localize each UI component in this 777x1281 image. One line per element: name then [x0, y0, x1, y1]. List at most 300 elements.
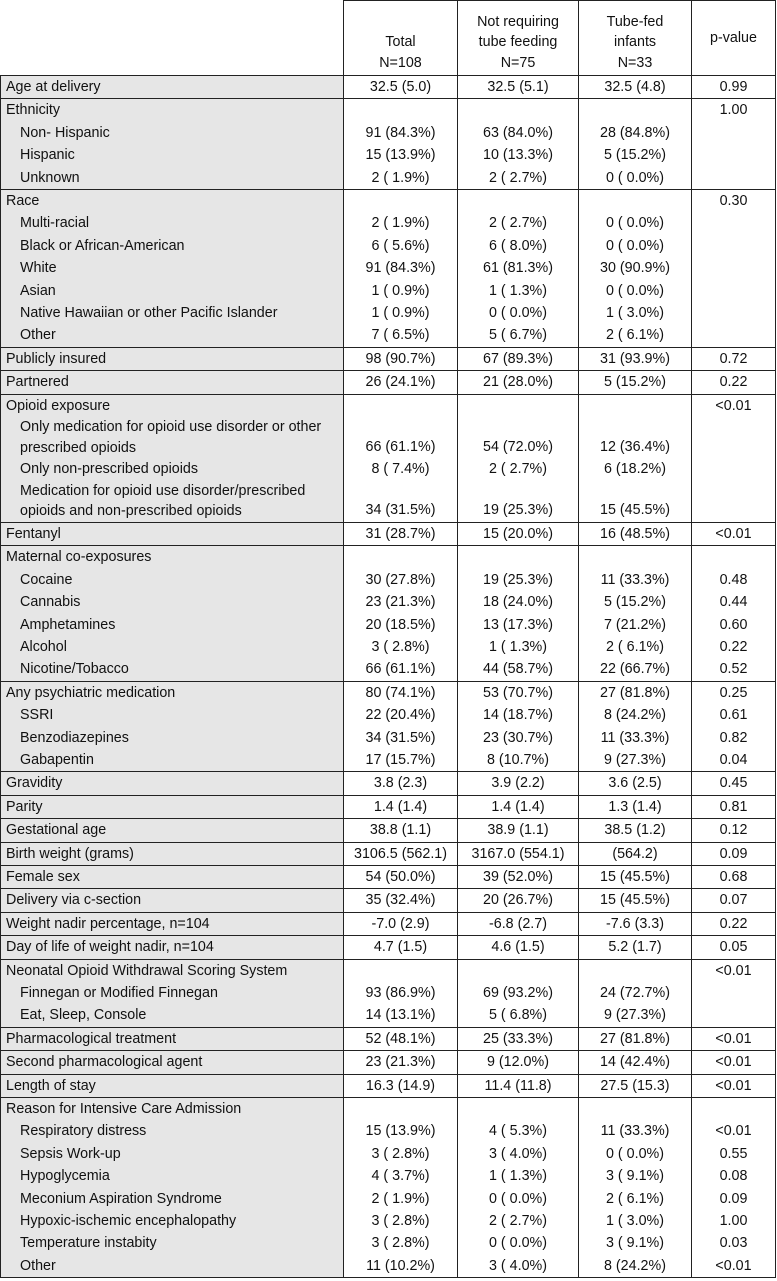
row-label: Finnegan or Modified Finnegan	[1, 982, 344, 1004]
row-p-value: <0.01	[692, 522, 776, 545]
row-label: Nicotine/Tobacco	[1, 658, 344, 681]
row-tube-value: 27.5 (15.3)	[579, 1074, 692, 1097]
table-row	[1, 936, 776, 959]
header-tube-line: Tube-fed	[606, 13, 664, 30]
row-total-value: 91 (84.3%)	[344, 122, 458, 144]
row-not-tube-value: 23 (30.7%)	[458, 727, 579, 749]
row-total-value: 8 ( 7.4%)	[344, 458, 458, 480]
row-label: Hypoglycemia	[1, 1165, 344, 1187]
row-not-tube-value: 32.5 (5.1)	[458, 76, 579, 99]
row-not-tube-value	[458, 190, 579, 213]
row-tube-value: 12 (36.4%)	[579, 417, 692, 458]
row-p-value	[692, 212, 776, 234]
row-tube-value: 0 ( 0.0%)	[579, 235, 692, 257]
row-total-value: 32.5 (5.0)	[344, 76, 458, 99]
row-not-tube-value: -6.8 (2.7)	[458, 912, 579, 935]
row-p-value	[692, 122, 776, 144]
row-label: Only non-prescribed opioids	[1, 458, 344, 480]
row-tube-value: 15 (45.5%)	[579, 889, 692, 912]
table-row	[1, 1232, 776, 1254]
row-total-value: 80 (74.1%)	[344, 681, 458, 704]
header-tube-line: infants	[613, 34, 657, 50]
row-label: Asian	[1, 280, 344, 302]
table-row	[1, 417, 776, 458]
row-tube-value: 9 (27.3%)	[579, 1004, 692, 1027]
row-p-value: 0.45	[692, 772, 776, 795]
row-label: Age at delivery	[1, 76, 344, 99]
row-tube-value: 0 ( 0.0%)	[579, 280, 692, 302]
row-p-value: 0.09	[692, 842, 776, 865]
row-tube-value: 3 ( 9.1%)	[579, 1165, 692, 1187]
row-p-value: 0.72	[692, 347, 776, 370]
row-total-value: 4.7 (1.5)	[344, 936, 458, 959]
header-total-line: Total	[385, 34, 416, 50]
row-tube-value	[579, 546, 692, 569]
row-label: Partnered	[1, 371, 344, 394]
row-total-value: 23 (21.3%)	[344, 1051, 458, 1074]
row-tube-value: 16 (48.5%)	[579, 522, 692, 545]
row-p-value	[692, 546, 776, 569]
row-tube-value	[579, 99, 692, 122]
header-not-tube-line: tube feeding	[478, 34, 558, 50]
row-not-tube-value: 0 ( 0.0%)	[458, 1232, 579, 1254]
row-not-tube-value: 4 ( 5.3%)	[458, 1120, 579, 1142]
row-total-value: 66 (61.1%)	[344, 417, 458, 458]
row-not-tube-value: 5 ( 6.8%)	[458, 1004, 579, 1027]
row-p-value: <0.01	[692, 394, 776, 417]
row-total-value: 52 (48.1%)	[344, 1027, 458, 1050]
row-p-value: 0.07	[692, 889, 776, 912]
table-row	[1, 1165, 776, 1187]
row-p-value: 0.05	[692, 936, 776, 959]
row-not-tube-value: 39 (52.0%)	[458, 865, 579, 888]
row-p-value: <0.01	[692, 1255, 776, 1278]
row-total-value	[344, 959, 458, 982]
row-tube-value: 11 (33.3%)	[579, 727, 692, 749]
row-label: Hispanic	[1, 144, 344, 166]
row-total-value: 31 (28.7%)	[344, 522, 458, 545]
row-label: Unknown	[1, 167, 344, 190]
row-tube-value: 15 (45.5%)	[579, 865, 692, 888]
row-not-tube-value: 3.9 (2.2)	[458, 772, 579, 795]
row-total-value: 7 ( 6.5%)	[344, 324, 458, 347]
row-p-value: 0.25	[692, 681, 776, 704]
row-not-tube-value: 2 ( 2.7%)	[458, 1210, 579, 1232]
row-p-value: 0.61	[692, 704, 776, 726]
row-p-value: 0.68	[692, 865, 776, 888]
row-p-value: 0.30	[692, 190, 776, 213]
row-tube-value: 8 (24.2%)	[579, 704, 692, 726]
table-row	[1, 257, 776, 279]
row-label: Black or African-American	[1, 235, 344, 257]
row-total-value: 3 ( 2.8%)	[344, 1232, 458, 1254]
row-total-value: 3.8 (2.3)	[344, 772, 458, 795]
row-total-value: 26 (24.1%)	[344, 371, 458, 394]
row-p-value: 0.04	[692, 749, 776, 772]
table-row	[1, 190, 776, 213]
row-label: Gravidity	[1, 772, 344, 795]
row-label: Benzodiazepines	[1, 727, 344, 749]
row-label: Ethnicity	[1, 99, 344, 122]
row-not-tube-value: 53 (70.7%)	[458, 681, 579, 704]
table-row	[1, 1210, 776, 1232]
row-label: Second pharmacological agent	[1, 1051, 344, 1074]
row-not-tube-value: 14 (18.7%)	[458, 704, 579, 726]
row-p-value: 0.81	[692, 795, 776, 818]
row-not-tube-value: 38.9 (1.1)	[458, 819, 579, 842]
row-label: Cocaine	[1, 569, 344, 591]
row-total-value: 16.3 (14.9)	[344, 1074, 458, 1097]
row-total-value: 3 ( 2.8%)	[344, 636, 458, 658]
row-not-tube-value: 0 ( 0.0%)	[458, 302, 579, 324]
table-row	[1, 912, 776, 935]
row-tube-value	[579, 1098, 692, 1121]
row-tube-value: 3 ( 9.1%)	[579, 1232, 692, 1254]
row-p-value	[692, 235, 776, 257]
table-row	[1, 658, 776, 681]
row-tube-value: 5 (15.2%)	[579, 144, 692, 166]
row-tube-value: 22 (66.7%)	[579, 658, 692, 681]
row-label: Opioid exposure	[1, 394, 344, 417]
header-corner	[1, 1, 344, 76]
row-p-value	[692, 324, 776, 347]
row-total-value: 15 (13.9%)	[344, 1120, 458, 1142]
row-not-tube-value: 54 (72.0%)	[458, 417, 579, 458]
row-label: Maternal co-exposures	[1, 546, 344, 569]
row-not-tube-value: 21 (28.0%)	[458, 371, 579, 394]
row-p-value	[692, 481, 776, 523]
row-label: Female sex	[1, 865, 344, 888]
row-not-tube-value: 4.6 (1.5)	[458, 936, 579, 959]
row-label: Only medication for opioid use disorder or other prescribed opioids	[1, 417, 344, 458]
table-row	[1, 302, 776, 324]
row-tube-value	[579, 394, 692, 417]
row-p-value	[692, 302, 776, 324]
row-label: Neonatal Opioid Withdrawal Scoring System	[1, 959, 344, 982]
table-row	[1, 122, 776, 144]
row-tube-value: 15 (45.5%)	[579, 481, 692, 523]
header-p-value: p-value	[692, 1, 776, 76]
row-p-value: 0.55	[692, 1143, 776, 1165]
row-p-value: 0.22	[692, 371, 776, 394]
row-p-value: <0.01	[692, 959, 776, 982]
row-not-tube-value: 44 (58.7%)	[458, 658, 579, 681]
row-p-value: 0.60	[692, 614, 776, 636]
row-tube-value: 5 (15.2%)	[579, 591, 692, 613]
table-row	[1, 481, 776, 523]
table-row	[1, 982, 776, 1004]
row-not-tube-value: 6 ( 8.0%)	[458, 235, 579, 257]
row-not-tube-value	[458, 394, 579, 417]
row-label: Race	[1, 190, 344, 213]
header-row	[1, 1, 776, 76]
row-p-value: 0.48	[692, 569, 776, 591]
row-not-tube-value: 2 ( 2.7%)	[458, 167, 579, 190]
header-not-tube-line: Not requiring	[477, 13, 559, 30]
row-not-tube-value: 2 ( 2.7%)	[458, 212, 579, 234]
row-total-value: 34 (31.5%)	[344, 481, 458, 523]
table-row	[1, 522, 776, 545]
table-row	[1, 591, 776, 613]
table-row	[1, 212, 776, 234]
row-label: Fentanyl	[1, 522, 344, 545]
row-label: Any psychiatric medication	[1, 681, 344, 704]
row-total-value	[344, 99, 458, 122]
row-total-value: 98 (90.7%)	[344, 347, 458, 370]
table-row	[1, 167, 776, 190]
row-tube-value: 32.5 (4.8)	[579, 76, 692, 99]
row-label: Other	[1, 1255, 344, 1278]
row-total-value	[344, 190, 458, 213]
table-row	[1, 371, 776, 394]
row-label: White	[1, 257, 344, 279]
row-total-value	[344, 1098, 458, 1121]
row-p-value: 0.09	[692, 1188, 776, 1210]
table-row	[1, 959, 776, 982]
row-not-tube-value: 8 (10.7%)	[458, 749, 579, 772]
row-total-value: 66 (61.1%)	[344, 658, 458, 681]
row-label: Cannabis	[1, 591, 344, 613]
row-tube-value: 27 (81.8%)	[579, 1027, 692, 1050]
row-label: Other	[1, 324, 344, 347]
row-tube-value: 38.5 (1.2)	[579, 819, 692, 842]
row-label: Hypoxic-ischemic encephalopathy	[1, 1210, 344, 1232]
row-tube-value: 5 (15.2%)	[579, 371, 692, 394]
table-row	[1, 546, 776, 569]
table-row	[1, 1255, 776, 1278]
table-row	[1, 76, 776, 99]
table-row	[1, 749, 776, 772]
row-p-value: <0.01	[692, 1120, 776, 1142]
row-label: SSRI	[1, 704, 344, 726]
row-tube-value: (564.2)	[579, 842, 692, 865]
row-not-tube-value: 1.4 (1.4)	[458, 795, 579, 818]
row-label: Reason for Intensive Care Admission	[1, 1098, 344, 1121]
table-row	[1, 1074, 776, 1097]
row-tube-value: 2 ( 6.1%)	[579, 324, 692, 347]
header-tube	[579, 1, 692, 76]
row-label: Respiratory distress	[1, 1120, 344, 1142]
row-label: Native Hawaiian or other Pacific Islander	[1, 302, 344, 324]
table-row	[1, 1098, 776, 1121]
table-row	[1, 235, 776, 257]
table-row	[1, 727, 776, 749]
row-tube-value: -7.6 (3.3)	[579, 912, 692, 935]
table-row	[1, 1188, 776, 1210]
row-tube-value: 9 (27.3%)	[579, 749, 692, 772]
row-not-tube-value	[458, 959, 579, 982]
row-tube-value: 31 (93.9%)	[579, 347, 692, 370]
table-row	[1, 324, 776, 347]
row-not-tube-value: 11.4 (11.8)	[458, 1074, 579, 1097]
row-p-value	[692, 1098, 776, 1121]
row-tube-value: 11 (33.3%)	[579, 569, 692, 591]
row-total-value: 14 (13.1%)	[344, 1004, 458, 1027]
table-row	[1, 1051, 776, 1074]
row-total-value: 38.8 (1.1)	[344, 819, 458, 842]
table-row	[1, 99, 776, 122]
row-total-value	[344, 546, 458, 569]
row-tube-value: 11 (33.3%)	[579, 1120, 692, 1142]
row-not-tube-value: 18 (24.0%)	[458, 591, 579, 613]
row-tube-value: 8 (24.2%)	[579, 1255, 692, 1278]
row-p-value: 1.00	[692, 99, 776, 122]
row-total-value: 1.4 (1.4)	[344, 795, 458, 818]
row-p-value: <0.01	[692, 1027, 776, 1050]
row-total-value: 2 ( 1.9%)	[344, 212, 458, 234]
row-not-tube-value: 25 (33.3%)	[458, 1027, 579, 1050]
row-total-value: 35 (32.4%)	[344, 889, 458, 912]
row-tube-value: 24 (72.7%)	[579, 982, 692, 1004]
row-tube-value: 30 (90.9%)	[579, 257, 692, 279]
table-row	[1, 394, 776, 417]
row-label: Weight nadir percentage, n=104	[1, 912, 344, 935]
row-not-tube-value: 1 ( 1.3%)	[458, 636, 579, 658]
row-not-tube-value: 3167.0 (554.1)	[458, 842, 579, 865]
row-tube-value: 6 (18.2%)	[579, 458, 692, 480]
row-total-value: 93 (86.9%)	[344, 982, 458, 1004]
table-row	[1, 889, 776, 912]
row-total-value: 6 ( 5.6%)	[344, 235, 458, 257]
row-not-tube-value: 9 (12.0%)	[458, 1051, 579, 1074]
row-p-value	[692, 167, 776, 190]
row-not-tube-value: 0 ( 0.0%)	[458, 1188, 579, 1210]
row-not-tube-value: 5 ( 6.7%)	[458, 324, 579, 347]
row-total-value: 23 (21.3%)	[344, 591, 458, 613]
row-not-tube-value	[458, 99, 579, 122]
row-not-tube-value	[458, 1098, 579, 1121]
header-total	[344, 1, 458, 76]
table-row	[1, 280, 776, 302]
row-tube-value: 1.3 (1.4)	[579, 795, 692, 818]
table-row	[1, 819, 776, 842]
row-tube-value: 2 ( 6.1%)	[579, 636, 692, 658]
row-tube-value	[579, 959, 692, 982]
row-not-tube-value: 19 (25.3%)	[458, 481, 579, 523]
row-p-value	[692, 144, 776, 166]
row-not-tube-value: 2 ( 2.7%)	[458, 458, 579, 480]
table-row	[1, 1004, 776, 1027]
row-p-value: <0.01	[692, 1074, 776, 1097]
row-p-value	[692, 458, 776, 480]
table-row	[1, 144, 776, 166]
row-not-tube-value: 61 (81.3%)	[458, 257, 579, 279]
row-tube-value: 3.6 (2.5)	[579, 772, 692, 795]
row-not-tube-value: 1 ( 1.3%)	[458, 280, 579, 302]
row-p-value: 0.44	[692, 591, 776, 613]
header-total-n: N=108	[379, 54, 422, 71]
row-p-value: 0.99	[692, 76, 776, 99]
table-row	[1, 614, 776, 636]
row-total-value: 3106.5 (562.1)	[344, 842, 458, 865]
row-tube-value: 1 ( 3.0%)	[579, 302, 692, 324]
table-row	[1, 865, 776, 888]
row-p-value: 0.82	[692, 727, 776, 749]
row-total-value: 3 ( 2.8%)	[344, 1210, 458, 1232]
row-p-value: <0.01	[692, 1051, 776, 1074]
row-p-value	[692, 280, 776, 302]
row-tube-value: 0 ( 0.0%)	[579, 212, 692, 234]
table-row	[1, 704, 776, 726]
row-not-tube-value: 1 ( 1.3%)	[458, 1165, 579, 1187]
table-row	[1, 681, 776, 704]
row-label: Amphetamines	[1, 614, 344, 636]
table-header	[1, 1, 776, 76]
row-label: Gabapentin	[1, 749, 344, 772]
row-p-value: 1.00	[692, 1210, 776, 1232]
row-total-value: 22 (20.4%)	[344, 704, 458, 726]
row-tube-value	[579, 190, 692, 213]
row-label: Multi-racial	[1, 212, 344, 234]
row-p-value	[692, 417, 776, 458]
row-total-value: 34 (31.5%)	[344, 727, 458, 749]
row-p-value	[692, 1004, 776, 1027]
row-tube-value: 27 (81.8%)	[579, 681, 692, 704]
row-total-value: 2 ( 1.9%)	[344, 1188, 458, 1210]
row-label: Temperature instabity	[1, 1232, 344, 1254]
table-row	[1, 458, 776, 480]
row-p-value	[692, 257, 776, 279]
row-label: Delivery via c-section	[1, 889, 344, 912]
header-tube-n: N=33	[617, 54, 653, 71]
row-total-value: 4 ( 3.7%)	[344, 1165, 458, 1187]
row-label: Birth weight (grams)	[1, 842, 344, 865]
row-not-tube-value: 3 ( 4.0%)	[458, 1143, 579, 1165]
table-row	[1, 1120, 776, 1142]
row-not-tube-value	[458, 546, 579, 569]
row-total-value: 30 (27.8%)	[344, 569, 458, 591]
row-label: Eat, Sleep, Console	[1, 1004, 344, 1027]
row-label: Gestational age	[1, 819, 344, 842]
header-not-tube-n: N=75	[500, 54, 536, 71]
row-tube-value: 14 (42.4%)	[579, 1051, 692, 1074]
row-tube-value: 28 (84.8%)	[579, 122, 692, 144]
row-total-value: 3 ( 2.8%)	[344, 1143, 458, 1165]
row-label: Parity	[1, 795, 344, 818]
row-not-tube-value: 63 (84.0%)	[458, 122, 579, 144]
row-not-tube-value: 19 (25.3%)	[458, 569, 579, 591]
row-not-tube-value: 10 (13.3%)	[458, 144, 579, 166]
row-total-value: 1 ( 0.9%)	[344, 302, 458, 324]
header-not-tube	[458, 1, 579, 76]
row-not-tube-value: 69 (93.2%)	[458, 982, 579, 1004]
row-label: Publicly insured	[1, 347, 344, 370]
table-row	[1, 1143, 776, 1165]
row-tube-value: 7 (21.2%)	[579, 614, 692, 636]
row-not-tube-value: 15 (20.0%)	[458, 522, 579, 545]
row-tube-value: 0 ( 0.0%)	[579, 167, 692, 190]
row-p-value: 0.22	[692, 912, 776, 935]
row-tube-value: 1 ( 3.0%)	[579, 1210, 692, 1232]
row-total-value: 17 (15.7%)	[344, 749, 458, 772]
row-not-tube-value: 20 (26.7%)	[458, 889, 579, 912]
row-label: Length of stay	[1, 1074, 344, 1097]
table-row	[1, 795, 776, 818]
row-label: Sepsis Work-up	[1, 1143, 344, 1165]
table-body	[1, 76, 776, 1278]
row-label: Meconium Aspiration Syndrome	[1, 1188, 344, 1210]
row-p-value: 0.03	[692, 1232, 776, 1254]
row-tube-value: 0 ( 0.0%)	[579, 1143, 692, 1165]
row-total-value: 11 (10.2%)	[344, 1255, 458, 1278]
row-total-value	[344, 394, 458, 417]
row-label: Day of life of weight nadir, n=104	[1, 936, 344, 959]
table-row	[1, 347, 776, 370]
row-total-value: -7.0 (2.9)	[344, 912, 458, 935]
row-p-value: 0.08	[692, 1165, 776, 1187]
row-not-tube-value: 3 ( 4.0%)	[458, 1255, 579, 1278]
table-row	[1, 1027, 776, 1050]
